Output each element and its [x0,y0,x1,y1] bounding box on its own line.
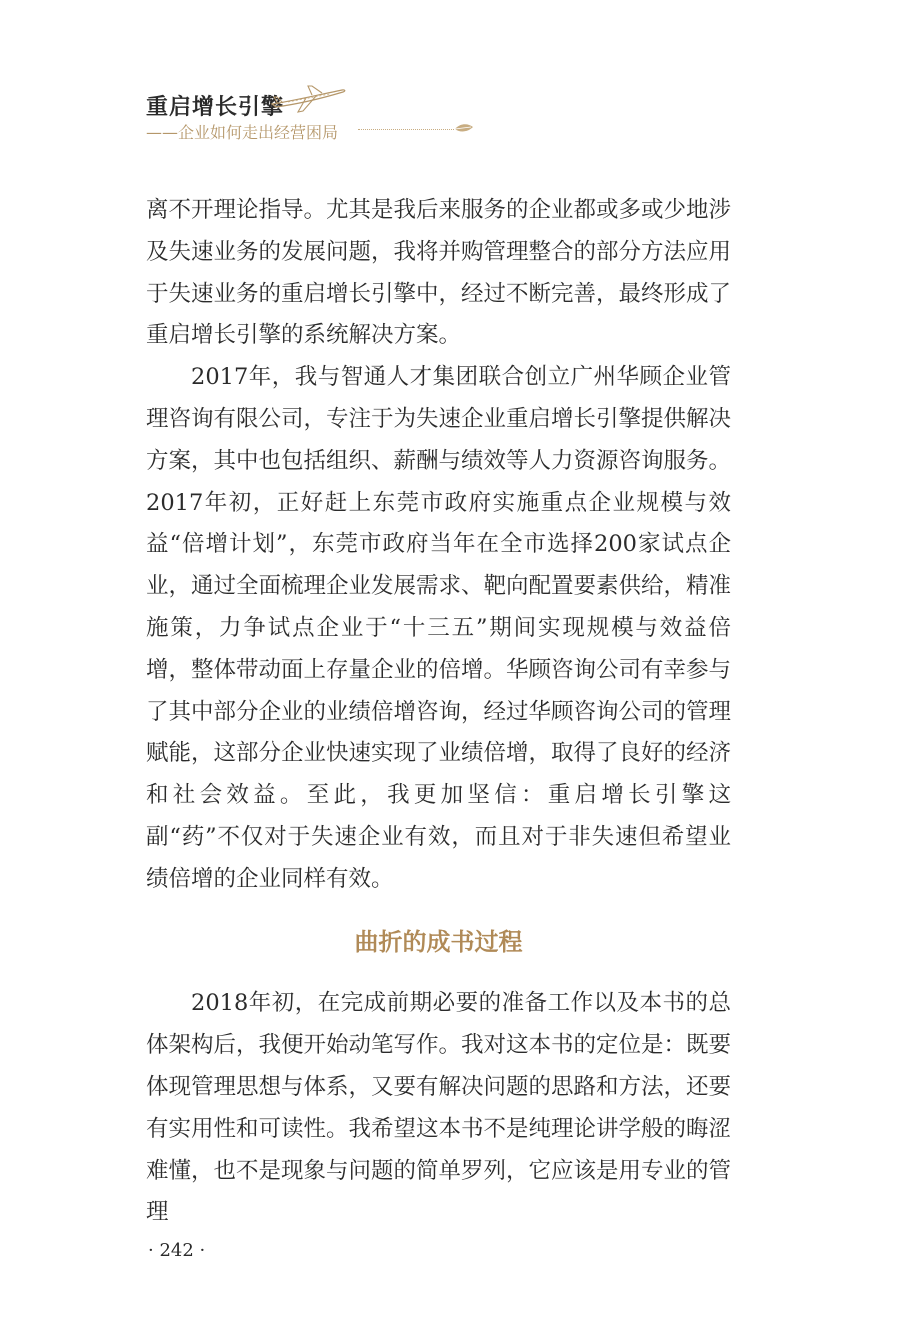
header-dotted-divider [358,129,454,130]
page-number: · 242 · [148,1240,206,1261]
airplane-icon [268,82,348,114]
book-title: 重启增长引擎 [146,94,285,120]
body-paragraph: 离不开理论指导。尤其是我后来服务的企业都或多或少地涉及失速业务的发展问题，我将并购管理整合的部分方法应用于失速业务的重启增长引擎中，经过不断完善，最终形成了重启增长引擎的系统解决方案。 [146,197,732,349]
section-heading: 曲折的成书过程 [354,927,523,956]
body-paragraph: 2017年，我与智通人才集团联合创立广州华顾企业管理咨询有限公司，专注于为失速企业重启增长引擎提供解决方案，其中也包括组织、薪酬与绩效等人力资源咨询服务。2017年初，正好赶上东莞市政府实施重点企业规模与效益“倍增计划”，东莞市政府当年在全市选择200家试点企业，通过全面梳理企业发展需求、靶向配置要素供给，精准施策，力争试点企业于“十三五”期间实现规模与效益倍增，整体带动面上存量企业的倍增。华顾咨询公司有幸参与了其中部分企业的业绩倍增咨询，经过华顾咨询公司的管理赋能，这部分企业快速实现了业绩倍增，取得了良好的经济和社会效益。至此，我更加坚信：重启增长引擎这副“药”不仅对于失速企业有效，而且对于非失速但希望业绩倍增的企业同样有效。 [146,364,732,892]
book-subtitle: ——企业如何走出经营困局 [146,123,339,142]
body-paragraph: 2018年初，在完成前期必要的准备工作以及本书的总体架构后，我便开始动笔写作。我对这本书的定位是：既要体现管理思想与体系，又要有解决问题的思路和方法，还要有实用性和可读性。我希望这本书不是纯理论讲学般的晦涩难懂，也不是现象与问题的简单罗列，它应该是用专业的管理 [146,990,732,1226]
running-header [146,82,486,142]
page-body [146,190,731,1234]
leaf-icon [454,122,474,136]
